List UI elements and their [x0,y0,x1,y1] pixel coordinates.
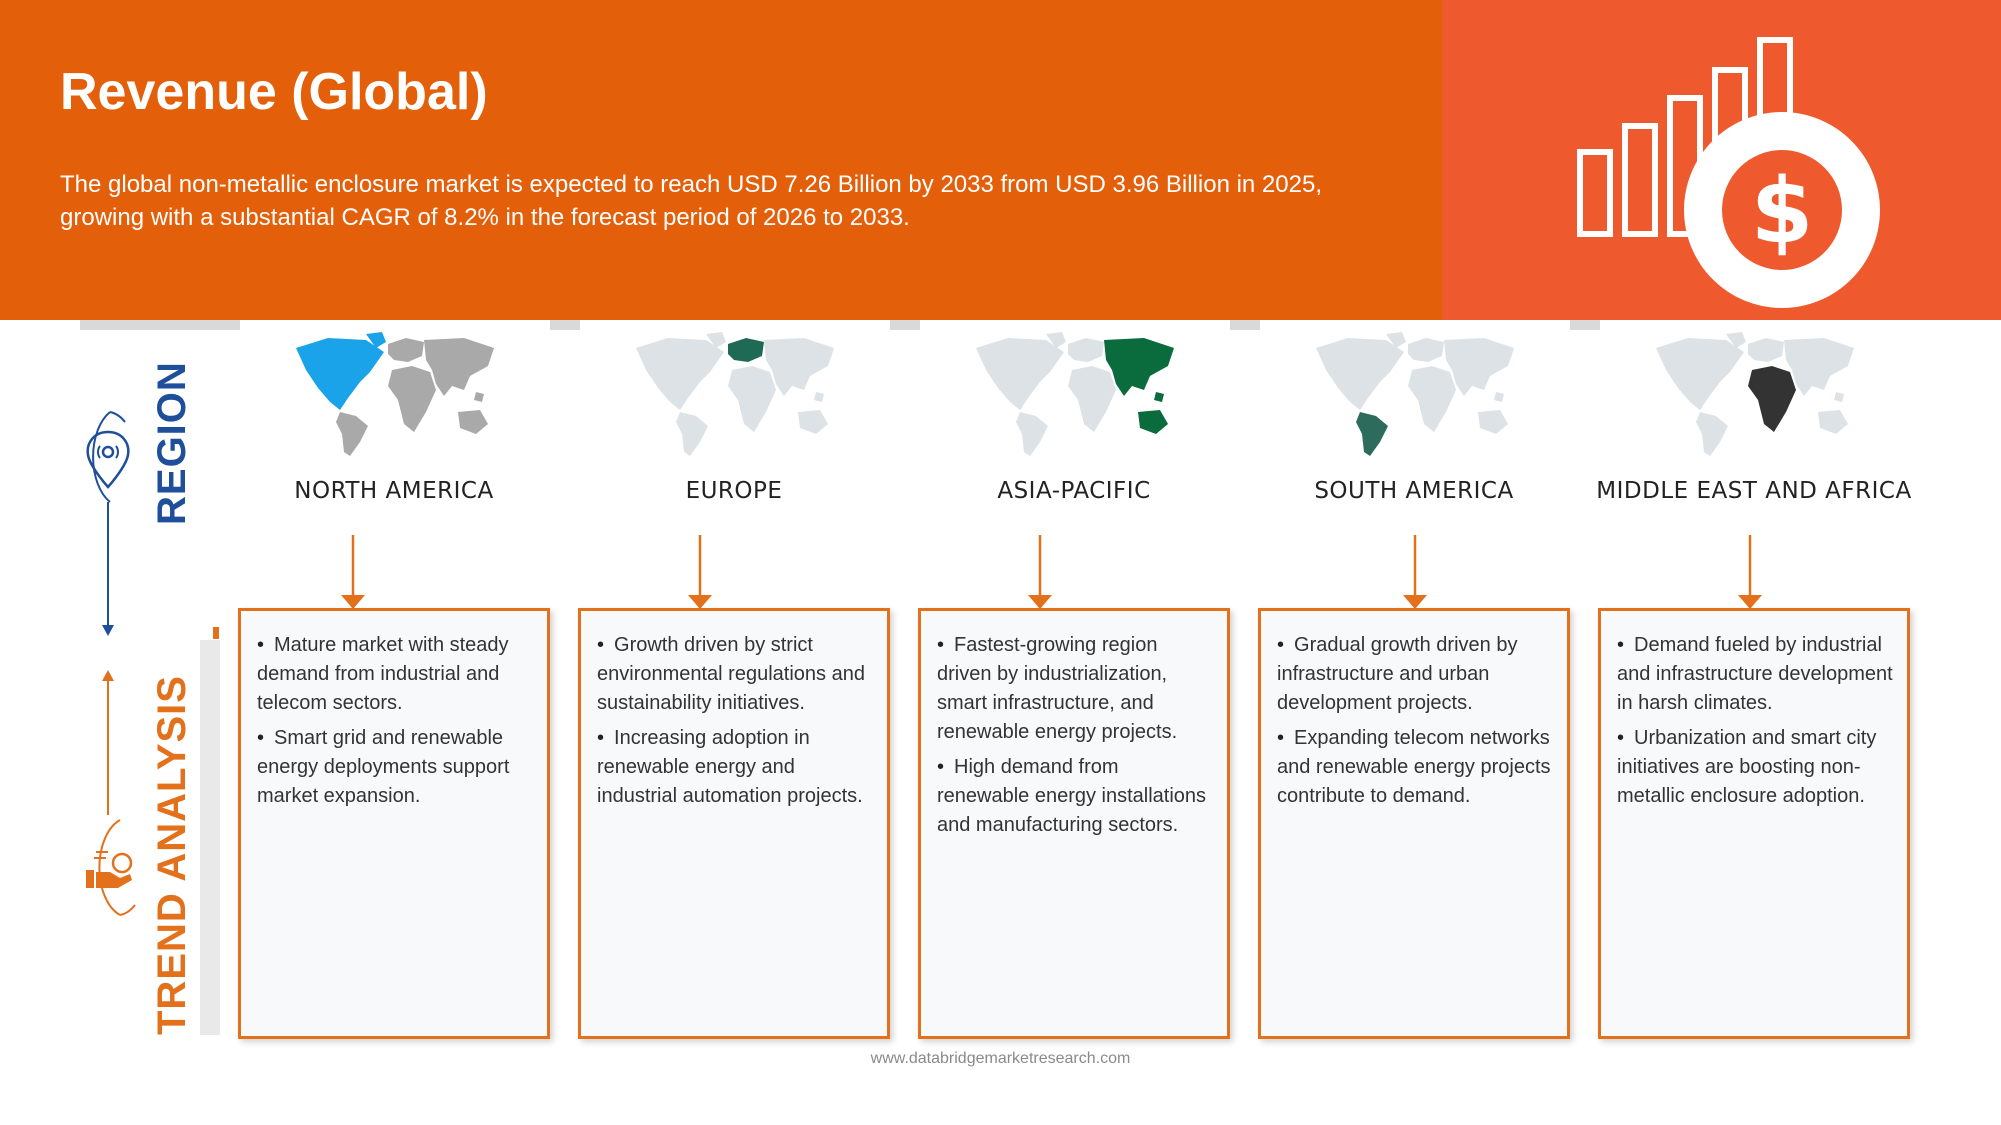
trend-point: • Expanding telecom networks and renewable energy projects contribute to demand. [1277,724,1553,811]
trend-card [1598,608,1910,1039]
trend-card [578,608,890,1039]
world-map-icon [1308,330,1520,460]
header-shadow [1230,320,1260,330]
trend-point-list [921,611,1227,840]
trend-analysis-section-label: TREND ANALYSIS [150,675,194,1035]
trend-point-list [241,611,547,811]
header-shadow [80,320,240,330]
region-column-5 [1598,330,1910,1045]
bar-chart-dollar-icon [1560,30,1890,315]
region-name: NORTH AMERICA [294,478,494,504]
region-column-2 [578,330,890,1045]
region-name: SOUTH AMERICA [1314,478,1514,504]
region-name: EUROPE [685,478,783,504]
page-title: Revenue (Global) [60,63,488,121]
connector-arrow [1258,535,1570,610]
world-map-icon [288,330,500,460]
trend-point: • Demand fueled by industrial and infrastructure development in harsh climates. [1617,631,1893,718]
header-shadow [1570,320,1600,330]
trend-point: • Fastest-growing region driven by industrialization, smart infrastructure, and renewable energy projects. [937,631,1213,747]
trend-strip-marker [213,627,219,639]
trend-point-list [581,611,887,811]
connector-arrow [918,535,1230,610]
footer-website-url: www.databridgemarketresearch.com [870,1050,1131,1067]
trend-point-list [1261,611,1567,811]
world-map-icon [968,330,1180,460]
trend-point: • Gradual growth driven by infrastructure and urban development projects. [1277,631,1553,718]
trend-card [918,608,1230,1039]
region-column-3 [918,330,1230,1045]
location-pin-icon [88,412,129,502]
region-name: ASIA-PACIFIC [997,478,1151,504]
trend-point: • Growth driven by strict environmental regulations and sustainability initiatives. [597,631,873,718]
header-shadow [890,320,920,330]
header-banner [0,0,1442,320]
region-column-1 [238,330,550,1045]
region-column-4 [1258,330,1570,1045]
trend-card [238,608,550,1039]
region-name: MIDDLE EAST AND AFRICA [1596,478,1912,504]
connector-arrow [1598,535,1910,610]
trend-point: • High demand from renewable energy installations and manufacturing sectors. [937,753,1213,840]
market-summary: The global non-metallic enclosure market is expected to reach USD 7.26 Billion by 2033 from USD 3.96 Billion in 2025, growing with a substantial CAGR of 8.2% in the forecast period of 2026 to 2033. [60,171,1322,231]
world-map-icon [1648,330,1860,460]
header-shadow [550,320,580,330]
trend-point: • Smart grid and renewable energy deployments support market expansion. [257,724,533,811]
connector-arrow [578,535,890,610]
region-section-label: REGION [150,361,194,525]
hand-coin-icon [86,820,135,915]
svg-text:$: $ [1750,159,1814,264]
connector-arrow [238,535,550,610]
trend-point: • Mature market with steady demand from industrial and telecom sectors. [257,631,533,718]
trend-point: • Increasing adoption in renewable energy and industrial automation projects. [597,724,873,811]
trend-point: • Urbanization and smart city initiatives are boosting non-metallic enclosure adoption. [1617,724,1893,811]
world-map-icon [628,330,840,460]
trend-card [1258,608,1570,1039]
trend-point-list [1601,611,1907,811]
trend-side-strip [200,640,220,1035]
